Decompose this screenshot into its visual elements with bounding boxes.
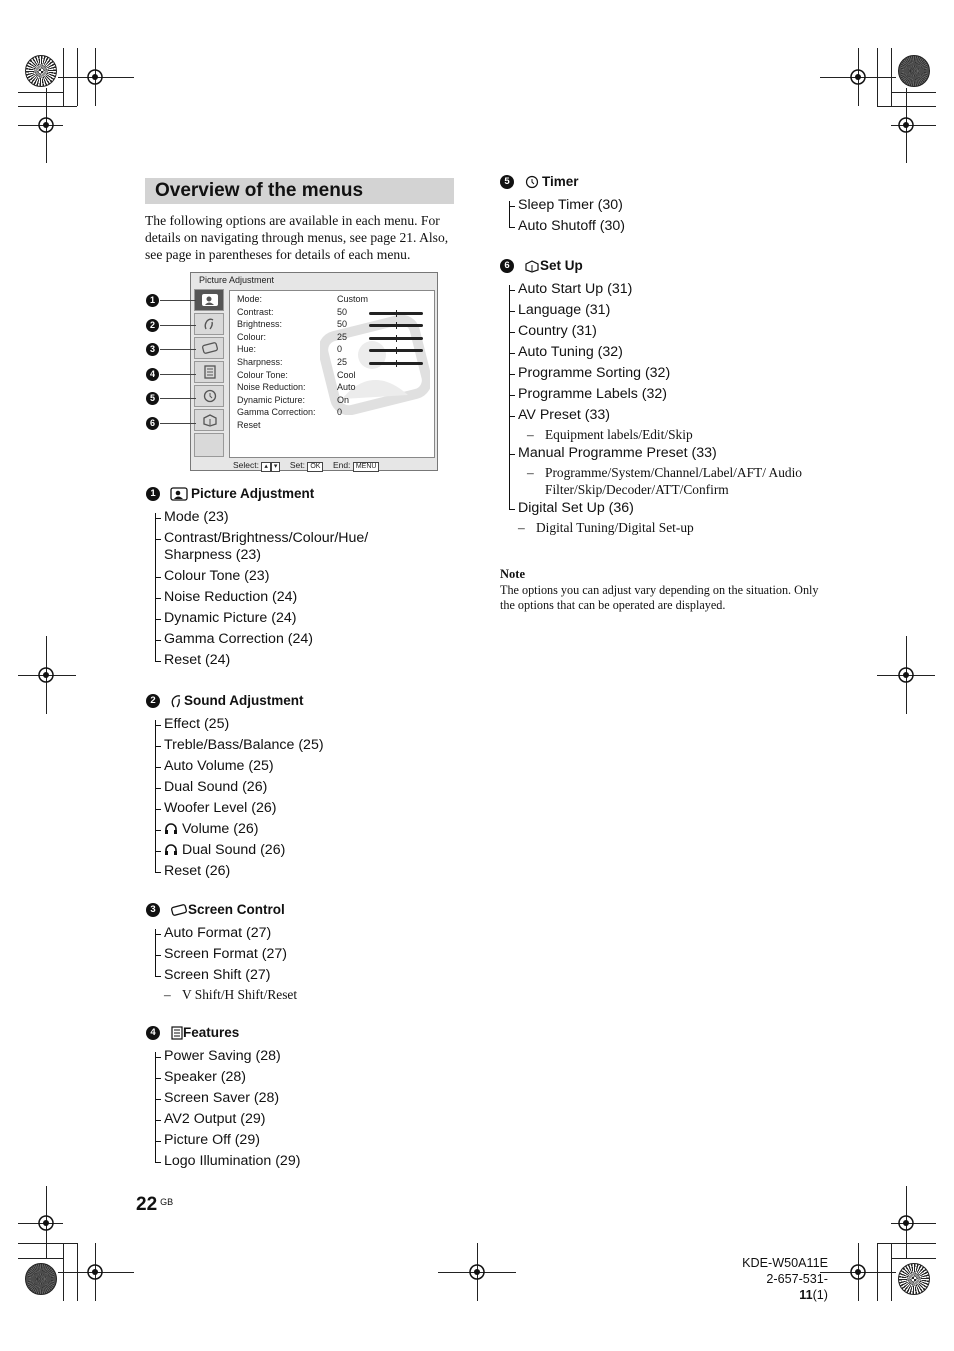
tab-picture-icon: [194, 289, 224, 311]
menu-item-label: Reset (24): [164, 652, 231, 668]
callout-leader-line: [160, 300, 196, 301]
crosshair-mark: [895, 664, 917, 686]
menu-item: [155, 756, 324, 777]
registration-sunburst: [898, 55, 930, 87]
menu-item: [509, 384, 805, 405]
menu-item-label: Power Saving (28): [164, 1048, 281, 1064]
screen-row-label: Contrast:: [237, 306, 274, 317]
menu-tree: [155, 1046, 300, 1172]
menu-item-label: Language (31): [518, 302, 611, 318]
footer-select-label: Select:: [233, 460, 259, 470]
menu-item-label: Speaker (28): [164, 1069, 247, 1085]
section-number: 1: [146, 487, 160, 501]
menu-item-label: Colour Tone (23): [164, 568, 270, 584]
screen-row-value: Auto: [337, 382, 356, 393]
menu-item: [509, 405, 805, 426]
model-number: KDE-W50A11E: [742, 1256, 828, 1270]
note-text: The options you can adjust vary depending on the situation. Only the options that can be operated are displayed.: [500, 583, 819, 612]
menu-item-label: Programme Sorting (32): [518, 365, 671, 381]
section-number: 5: [500, 175, 514, 189]
menu-item: [509, 279, 805, 300]
menu-item: [155, 587, 394, 608]
menu-item-label: Dual Sound (26): [164, 779, 268, 795]
menu-item: [155, 798, 324, 819]
dash: –: [527, 427, 534, 442]
screen-row-value: 50: [337, 306, 348, 317]
menu-item: [155, 840, 324, 861]
menu-item: [155, 965, 297, 986]
menu-item-label: Reset (26): [164, 863, 231, 879]
menu-item: [155, 777, 324, 798]
callout-leader-line: [160, 349, 196, 350]
menu-item-label: Programme Labels (32): [518, 386, 668, 402]
screen-row-label: Reset: [237, 420, 261, 430]
screen-row-slider: [369, 349, 423, 352]
section-number: 3: [146, 903, 160, 917]
menu-item: [509, 498, 805, 519]
sub-options-text: Digital Tuning/Digital Set-up: [536, 520, 694, 535]
setup-icon: [524, 259, 540, 273]
callout-leader-line: [160, 423, 196, 424]
callout-leader-line: [160, 374, 196, 375]
screen-footer: [233, 460, 379, 472]
menu-item: [155, 923, 297, 944]
menu-item-label: Volume (26): [182, 821, 259, 837]
menu-item-label: Woofer Level (26): [164, 800, 277, 816]
screen-row-value: 0: [337, 344, 343, 355]
section-set-up: [500, 258, 805, 536]
screen-row-label: Colour:: [237, 331, 267, 342]
menu-tree: [155, 507, 394, 671]
page-number-suffix: GB: [160, 1197, 174, 1207]
callout-leader-line: [160, 398, 196, 399]
menu-item: [155, 608, 394, 629]
section-picture-adjustment: [146, 486, 394, 671]
menu-item: [509, 216, 625, 237]
screen-row-slider: [369, 324, 423, 327]
menu-item: [155, 1151, 300, 1172]
screen-row-label: Mode:: [237, 294, 263, 304]
menu-item: [155, 1130, 300, 1151]
callout-leader-line: [160, 325, 196, 326]
screen-menu-title: Picture Adjustment: [199, 275, 275, 285]
sub-options: [509, 464, 805, 498]
registration-sunburst: [25, 1263, 57, 1295]
screen-row-value: On: [337, 394, 350, 405]
tab-timer-icon: [194, 385, 224, 407]
menu-item: [155, 566, 394, 587]
menu-item-label: Gamma Correction (24): [164, 631, 314, 647]
registration-sunburst: [25, 55, 57, 87]
menu-item: [155, 1088, 300, 1109]
callout-number: 5: [146, 392, 159, 405]
menu-item-label: Auto Start Up (31): [518, 281, 633, 297]
sub-options-text: Programme/System/Channel/Label/AFT/ Audio Filter/Skip/Decoder/ATT/Confirm: [545, 465, 802, 497]
callout-number: 4: [146, 368, 159, 381]
callout-number: 2: [146, 319, 159, 332]
section-title: Features: [183, 1025, 240, 1040]
menu-item-label: Digital Set Up (36): [518, 500, 634, 516]
screen-row-value: Custom: [337, 294, 369, 304]
menu-key: MENU: [353, 462, 380, 472]
crosshair-mark: [466, 1261, 488, 1283]
callout-number: 1: [146, 294, 159, 307]
menu-item: [509, 300, 805, 321]
ok-key: OK: [307, 462, 323, 472]
menu-item-label: Contrast/Brightness/Colour/Hue/ Sharpness (23): [164, 530, 369, 563]
menu-item: [155, 861, 324, 882]
down-key-icon: ▾: [271, 462, 281, 472]
menu-item-label: Sleep Timer (30): [518, 197, 623, 213]
sub-options: [509, 426, 805, 443]
menu-item-label: Noise Reduction (24): [164, 589, 298, 605]
tab-screen-icon: [194, 337, 224, 359]
screen-row-label: Colour Tone:: [237, 369, 288, 380]
features-icon: [170, 1026, 184, 1040]
menu-tree: [155, 714, 324, 882]
tab-setup-icon: [194, 409, 224, 431]
crosshair-mark: [35, 664, 57, 686]
part-number: [738, 1271, 828, 1303]
menu-item: [155, 1067, 300, 1088]
screen-row-value: 25: [337, 331, 348, 342]
screen-row-value: 25: [337, 357, 348, 367]
menu-tree: [509, 195, 625, 237]
crosshair-mark: [847, 66, 869, 88]
crosshair-mark: [895, 114, 917, 136]
menu-tree: [509, 279, 805, 519]
menu-item: [509, 321, 805, 342]
menu-item-label: AV2 Output (29): [164, 1111, 266, 1127]
menu-item-label: Mode (23): [164, 509, 229, 525]
up-down-keys-icon: ▴: [261, 462, 271, 472]
model-info: [738, 1255, 828, 1303]
dash: –: [164, 987, 171, 1002]
crosshair-mark: [35, 1212, 57, 1234]
menu-tree: [155, 923, 297, 986]
menu-item-label: AV Preset (33): [518, 407, 610, 423]
menu-item-label: Screen Format (27): [164, 946, 287, 962]
footer-set-label: Set:: [289, 460, 305, 470]
screen-row-slider: [369, 337, 423, 340]
menu-item-label: Auto Format (27): [164, 925, 272, 941]
screen-row-label: Dynamic Picture:: [237, 394, 306, 405]
part-number-bold: 11: [799, 1288, 813, 1302]
menu-item: [155, 528, 394, 566]
page-number: [136, 1194, 173, 1216]
headphones-icon: [164, 822, 178, 835]
menu-item: [509, 342, 805, 363]
sub-options-text: V Shift/H Shift/Reset: [182, 987, 298, 1002]
menu-item: [155, 944, 297, 965]
intro-paragraph: The following options are available in each menu. For details on navigating through menus, see page 21. Also, see page in parentheses for details of each menu.: [145, 213, 449, 262]
crosshair-mark: [84, 1261, 106, 1283]
sub-options-text: Equipment labels/Edit/Skip: [545, 427, 693, 442]
section-features: [146, 1025, 300, 1172]
menu-item: [509, 363, 805, 384]
screen-row-slider: [369, 312, 423, 315]
picture-icon: [170, 487, 188, 501]
dash: –: [518, 520, 525, 535]
crosshair-mark: [84, 66, 106, 88]
sound-icon: [170, 694, 184, 708]
menu-item-label: Screen Saver (28): [164, 1090, 280, 1106]
screen-row-label: Noise Reduction:: [237, 382, 306, 393]
menu-item-label: Auto Tuning (32): [518, 344, 623, 360]
part-number-prefix: 2-657-531-: [766, 1272, 828, 1286]
menu-item-label: Dynamic Picture (24): [164, 610, 297, 626]
crosshair-mark: [35, 114, 57, 136]
page-number-value: 22: [136, 1194, 158, 1215]
screen-row-label: Brightness:: [237, 319, 283, 330]
screen-row-value: 0: [337, 407, 343, 418]
menu-item: [155, 735, 324, 756]
tab-sound-icon: [194, 313, 224, 335]
menu-item-label: Manual Programme Preset (33): [518, 445, 717, 461]
section-title: Picture Adjustment: [191, 486, 315, 501]
menu-item-label: Screen Shift (27): [164, 967, 271, 983]
menu-item: [155, 1046, 300, 1067]
menu-item: [155, 629, 394, 650]
headphones-icon: [164, 843, 178, 856]
section-title: Sound Adjustment: [184, 693, 304, 708]
section-number: 2: [146, 694, 160, 708]
section-title: Timer: [542, 174, 579, 189]
menu-item-label: Picture Off (29): [164, 1132, 260, 1148]
menu-item: [509, 443, 805, 464]
section-title: Screen Control: [188, 902, 285, 917]
part-number-suffix: (1): [812, 1288, 828, 1302]
section-number: 6: [500, 259, 514, 273]
screen-row-label: Hue:: [237, 344, 257, 355]
section-title: Set Up: [540, 258, 583, 273]
callout-number: 3: [146, 343, 159, 356]
crosshair-mark: [895, 1212, 917, 1234]
sub-options: [500, 519, 805, 536]
page-title-bar: [145, 178, 454, 204]
crosshair-mark: [847, 1261, 869, 1283]
callout-number: 6: [146, 417, 159, 430]
screen-icon: [170, 903, 188, 917]
section-number: 4: [146, 1026, 160, 1040]
menu-item-label: Auto Volume (25): [164, 758, 274, 774]
menu-item: [155, 819, 324, 840]
menu-item: [155, 1109, 300, 1130]
section-screen-control: [146, 902, 297, 1003]
menu-item-label: Effect (25): [164, 716, 230, 732]
note-heading: Note: [500, 567, 525, 581]
screen-row-value: Cool: [337, 369, 356, 380]
screen-row-label: Gamma Correction:: [237, 407, 316, 418]
menu-item: [155, 714, 324, 735]
menu-item-label: Dual Sound (26): [182, 842, 286, 858]
menu-item: [509, 195, 625, 216]
footer-end-label: End:: [332, 460, 351, 470]
menu-item-label: Logo Illumination (29): [164, 1153, 301, 1169]
section-sound-adjustment: [146, 693, 324, 882]
menu-item-label: Treble/Bass/Balance (25): [164, 737, 324, 753]
tab-empty: [194, 433, 224, 457]
screen-row-slider: [369, 362, 423, 365]
tab-features-icon: [194, 361, 224, 383]
section-timer: [500, 174, 625, 237]
menu-item-label: Country (31): [518, 323, 597, 339]
sub-options: [146, 986, 297, 1003]
menu-item-label: Auto Shutoff (30): [518, 218, 626, 234]
registration-sunburst: [898, 1263, 930, 1295]
page-title: Overview of the menus: [155, 180, 364, 201]
screen-row-value: 50: [337, 319, 348, 330]
menu-screen-illustration: [190, 272, 438, 471]
menu-item: [155, 507, 394, 528]
screen-row-label: Sharpness:: [237, 357, 283, 367]
menu-item: [155, 650, 394, 671]
timer-icon: [524, 175, 540, 189]
dash: –: [527, 465, 534, 480]
